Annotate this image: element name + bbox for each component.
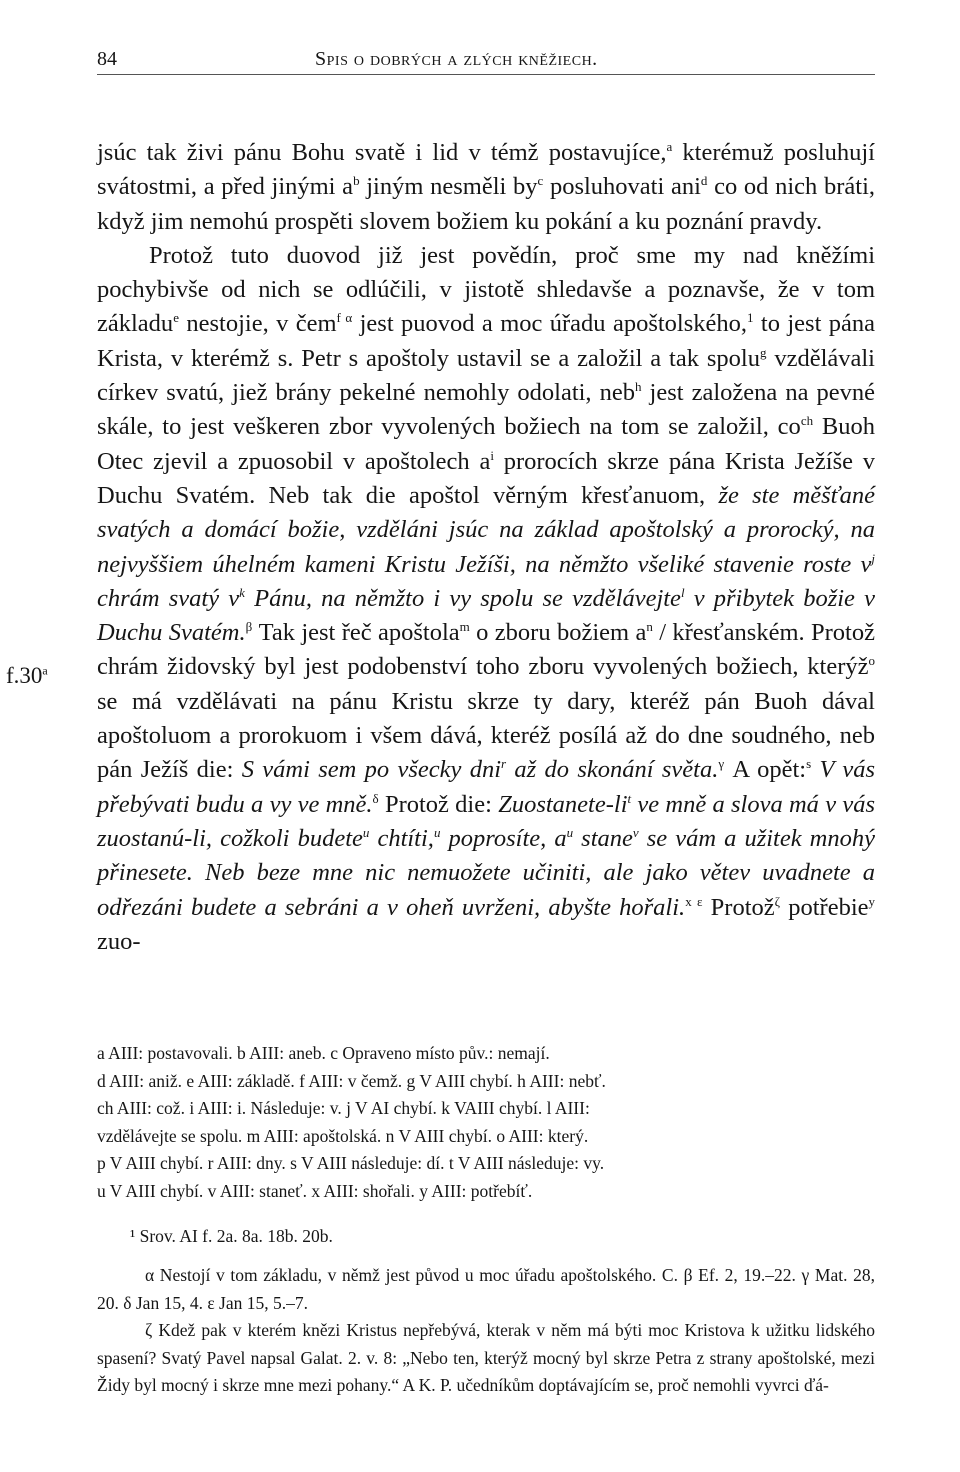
apparatus-line: ch AIII: což. i AIII: i. Následuje: v. j V AI chybí. k VAIII chybí. l AIII:	[97, 1098, 590, 1118]
apparatus-line: a AIII: postavovali. b AIII: aneb. c Opraveno místo pův.: nemají.	[97, 1043, 550, 1063]
page-header	[97, 38, 875, 75]
folio-marker-label: f.30	[6, 663, 43, 688]
commentary-note: ζ Kdež pak v kterém knězi Kristus nepřebývá, kterak v něm má býti moc Kristova k užitku lidského spasení? Svatý Pavel napsal Galat. 2. v. 8: „Nebo ten, kterýž mocný byl skrze Petra z strany apoštolské, mezi Židy byl mocný i skrze mne mezi pohany.“ A K. P. učedníkům doptávajícím se, proč nemohli vyvrci ďá-	[97, 1320, 875, 1395]
folio-marker-side: a	[42, 663, 48, 678]
page-number: 84	[97, 48, 117, 70]
folio-marker	[6, 663, 48, 689]
commentary-note: α Nestojí v tom základu, v němž jest původ u moc úřadu apoštolského. C. β Ef. 2, 19.–22. γ Mat. 28, 20. δ Jan 15, 4. ε Jan 15, 5.–7.	[97, 1265, 875, 1313]
apparatus-line: u V AIII chybí. v AIII: staneť. x AIII: shořali. y AIII: potřebíť.	[97, 1180, 533, 1201]
main-paragraph-1: jsúc tak živi pánu Bohu svatě i lid v témž postavujíce,$^a$ kterémuž posluhují svátostmi, a před jinými $a^b$ jiným nesměli $by^c$ posluhovati ani$^d$ co od nich bráti, když jim nemohú prospěti slovem božiem ku pokání a ku poznání pravdy.	[97, 138, 875, 235]
apparatus-line: vzdělávejte se spolu. m AIII: apoštolská. n V AIII chybí. o AIII: který.	[97, 1125, 589, 1146]
apparatus-line: d AIII: aniž. e AIII: základě. f AIII: v čemž. g V AIII chybí. h AIII: nebť.	[97, 1070, 606, 1091]
critical-apparatus	[97, 1040, 875, 1205]
commentary-notes	[97, 1262, 875, 1400]
main-text	[97, 136, 875, 959]
apparatus-line: p V AIII chybí. r AIII: dny. s V AIII následuje: dí. t V AIII následuje: vy.	[97, 1153, 605, 1173]
reference-note: ¹ Srov. AI f. 2a. 8a. 18b. 20b.	[130, 1226, 333, 1246]
running-title: Spis o dobrých a zlých kněžiech.	[315, 48, 598, 70]
main-paragraph-2: Protož tuto duovod již jest povědín, proč sme my nad kněžími pochybivše od nich se odlúčili, v jistotě shledavše a poznavše, že v tom základu$^e$ nestojie, v čem$^{f \alpha}$ jest puovod a moc úřadu apoštolského,$^1$ to jest pána Krista, v kterémž s. Petr s apoštoly ustavil se a založil a tak spolu$^g$ vzdělávali církev svatú, jiež brány pekelné nemohly odolati, neb$^h$ jest založena na pevné skále, to jest veškeren zbor vyvolených božiech na tom se založil, $co^{ch}$ Buoh Otec zjevil a zpuosobil v apoštolech $a^i$ prorocích skrze pána Krista Ježíše v Duchu Svatém. Neb tak die apoštol věrným křesťanuom, že ste měšťané svatých a domácí božie, vzděláni jsúc na základ apoštolský a prorocký, na nejvyššiem úhelném kameni Kristu Ježíši, na němžto všeliké stavenie roste $v^j$ chrám svatý $v^k$ Pánu, na němžto i vy spolu se vzdělávejte$^l$ v přibytek božie v Duchu Svatém.$^\beta$ Tak jest řeč apoštola$^m$ o zboru božiem $a^n$ / křesťanském. Protož chrám židovský byl jest podobenství toho zboru vyvolených božiech, kterýž$^o$ se má vzdělávati na pánu Kristu skrze ty dary, kteréž pán Buoh dával apoštoluom a prorokuom i všem dává, kteréž posílá až do dne soudného, neb pán Ježíš die: S vámi sem po všecky dni$^r$ až do skonání světa.$^\gamma$ A opět:$^s$ V vás přebývati budu a vy ve mně.$^\delta$ Protož die: Zuostanete-$li^t$ ve mně a slova má v vás zuostanú-li, cožkoli budete$^u$ chtíti,$^u$ poprosíte, $a^u$ stane$^v$ se vám a užitek mnohý přinesete. Neb beze mne nic nemuožete učiniti, ale jako větev uvadnete a odřezáni budete a sebráni a v oheň uvrženi, abyšte hořali.$^{x \varepsilon}$ Protož$^\zeta$ potřebie$^y$ zuo-	[97, 241, 876, 955]
